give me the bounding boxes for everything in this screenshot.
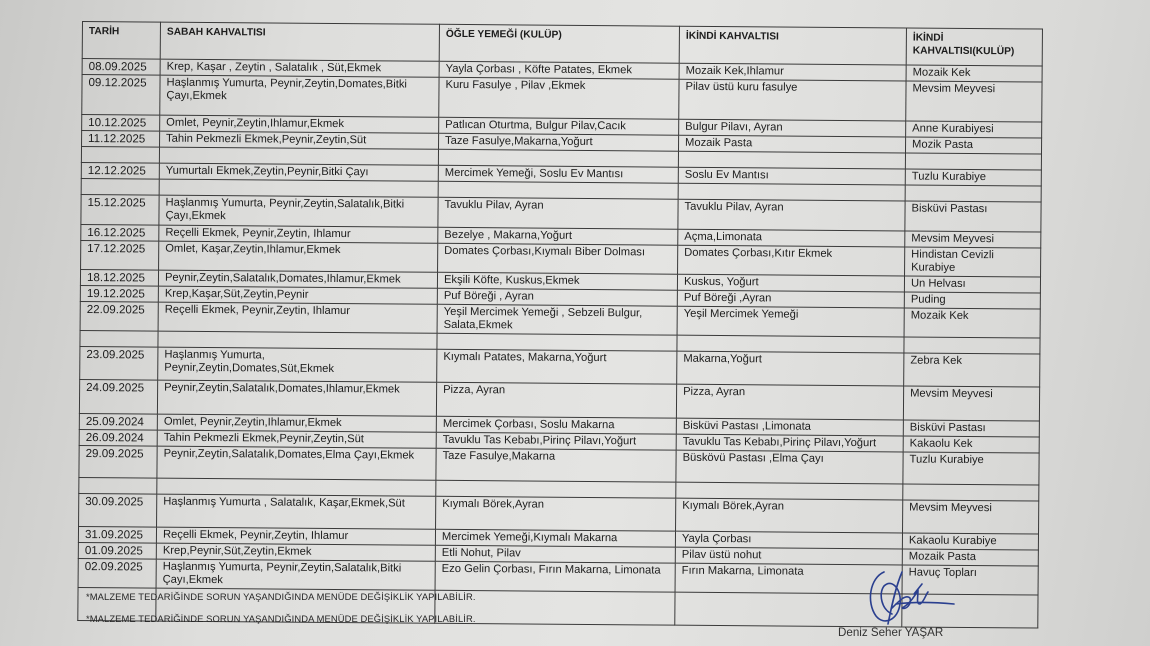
club-snack-cell: Mozaik Kek bbox=[904, 308, 1040, 338]
lunch-cell: Yeşil Mercimek Yemeği , Sebzeli Bulgur, Salata,Ekmek bbox=[437, 304, 677, 335]
date-cell: 24.09.2025 bbox=[79, 379, 157, 414]
lunch-cell: Mercimek Yemeği,Kıymalı Makarna bbox=[435, 529, 675, 547]
breakfast-cell: Krep, Kaşar , Zeytin , Salatalık , Süt,Ekmek bbox=[160, 59, 439, 77]
afternoon-snack-cell: Bulgur Pilavı, Ayran bbox=[679, 119, 906, 137]
breakfast-cell: Yumurtalı Ekmek,Zeytin,Peynir,Bitki Çayı bbox=[159, 163, 438, 181]
date-cell: 25.09.2024 bbox=[79, 413, 157, 430]
breakfast-cell: Tahin Pekmezli Ekmek,Peynir,Zeytin,Süt bbox=[157, 430, 436, 448]
breakfast-cell: Haşlanmış Yumurta, Peynir,Zeytin,Salatalık,Bitki Çayı,Ekmek bbox=[156, 559, 435, 590]
date-cell: 12.12.2025 bbox=[81, 162, 159, 179]
supply-note: *MALZEME TEDARİĞİNDE SORUN YAŞANDIĞINDA MENÜDE DEĞİŞİKLİK YAPILABİLİR. bbox=[86, 591, 476, 602]
lunch-cell: Yayla Çorbası , Köfte Patates, Ekmek bbox=[439, 61, 679, 79]
lunch-cell: Taze Fasulye,Makarna bbox=[436, 448, 676, 482]
empty-cell bbox=[436, 480, 676, 498]
breakfast-cell: Omlet, Peynir,Zeytin,Ihlamur,Ekmek bbox=[157, 414, 436, 432]
lunch-cell: Bezelye , Makarna,Yoğurt bbox=[438, 227, 678, 245]
lunch-cell: Etli Nohut, Pilav bbox=[435, 545, 675, 563]
breakfast-cell: Reçelli Ekmek, Peynir,Zeytin, Ihlamur bbox=[156, 527, 435, 545]
afternoon-snack-cell: Pilav üstü nohut bbox=[675, 547, 902, 565]
lunch-cell: Patlıcan Oturtma, Bulgur Pilav,Cacık bbox=[439, 117, 679, 135]
club-snack-cell: Puding bbox=[904, 292, 1040, 309]
afternoon-snack-cell: Yayla Çorbası bbox=[675, 531, 902, 549]
header-date: TARİH bbox=[82, 22, 160, 60]
club-snack-cell: Kakaolu Kek bbox=[903, 436, 1039, 453]
afternoon-snack-cell: Mozaik Pasta bbox=[678, 135, 905, 153]
date-cell: 23.09.2025 bbox=[80, 346, 158, 380]
afternoon-snack-cell: Makarna,Yoğurt bbox=[677, 351, 904, 386]
afternoon-snack-cell: Pizza, Ayran bbox=[676, 384, 903, 420]
date-cell: 15.12.2025 bbox=[81, 194, 159, 225]
empty-cell bbox=[437, 333, 677, 351]
date-cell: 30.09.2025 bbox=[79, 493, 157, 527]
afternoon-snack-cell: Puf Böreği ,Ayran bbox=[677, 290, 904, 308]
afternoon-snack-cell: Tavuklu Pilav, Ayran bbox=[678, 199, 905, 231]
signer-name: Deniz Seher YAŞAR bbox=[838, 626, 944, 639]
date-cell: 26.09.2024 bbox=[79, 429, 157, 446]
lunch-cell: Taze Fasulye,Makarna,Yoğurt bbox=[439, 133, 679, 151]
breakfast-cell: Krep,Peynir,Süt,Zeytin,Ekmek bbox=[156, 543, 435, 561]
breakfast-cell: Reçelli Ekmek, Peynir,Zeytin, Ihlamur bbox=[158, 302, 437, 333]
empty-cell bbox=[677, 335, 904, 353]
date-cell: 09.12.2025 bbox=[82, 75, 160, 116]
breakfast-cell: Omlet, Peynir,Zeytin,Ihlamur,Ekmek bbox=[160, 115, 439, 133]
club-snack-cell: Mozaik Kek bbox=[906, 65, 1042, 82]
empty-cell bbox=[678, 183, 905, 201]
date-cell: 16.12.2025 bbox=[81, 224, 159, 241]
afternoon-snack-cell: Büskövü Pastası ,Elma Çayı bbox=[676, 450, 903, 484]
supply-note: *MALZEME TEDARİĞİNDE SORUN YAŞANDIĞINDA MENÜDE DEĞİŞİKLİK YAPILABİLİR. bbox=[86, 613, 476, 624]
empty-cell bbox=[904, 337, 1040, 354]
date-cell: 10.12.2025 bbox=[82, 115, 160, 132]
date-cell: 01.09.2025 bbox=[78, 542, 156, 559]
club-snack-cell: Mevsim Meyvesi bbox=[906, 81, 1042, 122]
afternoon-snack-cell: Domates Çorbası,Kıtır Ekmek bbox=[678, 245, 905, 276]
lunch-cell: Mercimek Çorbası, Soslu Makarna bbox=[436, 416, 676, 434]
empty-cell bbox=[905, 153, 1041, 170]
breakfast-cell: Peynir,Zeytin,Salatalık,Domates,Ihlamur,Ekmek bbox=[157, 380, 436, 416]
lunch-cell: Tavuklu Pilav, Ayran bbox=[438, 197, 678, 229]
breakfast-cell: Haşlanmış Yumurta, Peynir,Zeytin,Salatalık,Bitki Çayı,Ekmek bbox=[159, 195, 438, 227]
date-cell: 19.12.2025 bbox=[80, 285, 158, 302]
club-snack-cell: Mozaik Pasta bbox=[902, 549, 1038, 566]
lunch-cell: Puf Böreği , Ayran bbox=[437, 288, 677, 306]
club-snack-cell: Mevsim Meyvesi bbox=[905, 231, 1041, 248]
header-club-afternoon-snack: İKİNDİ KAHVALTISI(KULÜP) bbox=[906, 28, 1042, 66]
empty-cell bbox=[676, 482, 903, 500]
club-snack-cell: Mevsim Meyvesi bbox=[903, 500, 1039, 534]
lunch-cell: Kuru Fasulye , Pilav ,Ekmek bbox=[439, 77, 679, 119]
empty-cell bbox=[80, 330, 158, 347]
date-cell: 18.12.2025 bbox=[80, 269, 158, 286]
lunch-cell: Pizza, Ayran bbox=[436, 382, 676, 418]
club-snack-cell: Zebra Kek bbox=[904, 353, 1040, 387]
empty-cell bbox=[903, 484, 1039, 501]
breakfast-cell: Peynir,Zeytin,Salatalık,Domates,Ihlamur,Ekmek bbox=[158, 270, 437, 288]
afternoon-snack-cell: Mozaik Kek,Ihlamur bbox=[679, 63, 906, 81]
afternoon-snack-cell: Kuskus, Yoğurt bbox=[677, 274, 904, 292]
breakfast-cell: Omlet, Kaşar,Zeytin,Ihlamur,Ekmek bbox=[159, 241, 438, 272]
empty-cell bbox=[438, 181, 678, 199]
date-cell: 02.09.2025 bbox=[78, 558, 156, 588]
club-snack-cell: Anne Kurabiyesi bbox=[906, 121, 1042, 138]
menu-body bbox=[78, 59, 1042, 629]
date-cell: 29.09.2025 bbox=[79, 445, 157, 478]
club-snack-cell: Hindistan Cevizli Kurabiye bbox=[905, 247, 1041, 277]
breakfast-cell: Reçelli Ekmek, Peynir,Zeytin, Ihlamur bbox=[159, 225, 438, 243]
empty-cell bbox=[678, 151, 905, 169]
club-snack-cell: Havuç Topları bbox=[902, 565, 1038, 595]
afternoon-snack-cell: Fırın Makarna, Limonata bbox=[675, 563, 902, 594]
afternoon-snack-cell: Yeşil Mercimek Yemeği bbox=[677, 306, 904, 337]
lunch-cell: Kıymalı Patates, Makarna,Yoğurt bbox=[437, 349, 677, 384]
lunch-cell: Ekşili Köfte, Kuskus,Ekmek bbox=[437, 272, 677, 290]
header-lunch: ÖĞLE YEMEĞİ (KULÜP) bbox=[439, 24, 679, 63]
empty-cell bbox=[905, 185, 1041, 202]
lunch-cell: Mercimek Yemeği, Soslu Ev Mantısı bbox=[438, 165, 678, 183]
date-cell: 22.09.2025 bbox=[80, 301, 158, 331]
empty-cell bbox=[79, 477, 157, 494]
menu-table bbox=[77, 21, 1043, 629]
club-snack-cell: Tuzlu Kurabiye bbox=[903, 452, 1039, 485]
lunch-cell: Ezo Gelin Çorbası, Fırın Makarna, Limonata bbox=[435, 561, 675, 592]
club-snack-cell: Mozik Pasta bbox=[905, 137, 1041, 154]
empty-cell bbox=[81, 178, 159, 195]
afternoon-snack-cell: Soslu Ev Mantısı bbox=[678, 167, 905, 185]
header-breakfast: SABAH KAHVALTISI bbox=[160, 22, 439, 61]
header-afternoon-snack: İKİNDİ KAHVALTISI bbox=[679, 26, 906, 65]
afternoon-snack-cell: Pilav üstü kuru fasulye bbox=[679, 79, 906, 121]
lunch-cell: Domates Çorbası,Kıymalı Biber Dolması bbox=[438, 243, 678, 274]
afternoon-snack-cell: Tavuklu Tas Kebabı,Pirinç Pilavı,Yoğurt bbox=[676, 434, 903, 452]
lunch-cell: Kıymalı Börek,Ayran bbox=[436, 496, 676, 531]
club-snack-cell: Mevsim Meyvesi bbox=[903, 386, 1039, 421]
club-snack-cell: Bisküvi Pastası bbox=[903, 420, 1039, 437]
lunch-cell: Tavuklu Tas Kebabı,Pirinç Pilavı,Yoğurt bbox=[436, 432, 676, 450]
breakfast-cell: Haşlanmış Yumurta, Peynir,Zeytin,Domates,Süt,Ekmek bbox=[158, 347, 437, 382]
date-cell: 17.12.2025 bbox=[81, 240, 159, 270]
date-cell: 31.09.2025 bbox=[78, 526, 156, 543]
club-snack-cell: Tuzlu Kurabiye bbox=[905, 169, 1041, 186]
club-snack-cell: Kakaolu Kurabiye bbox=[902, 533, 1038, 550]
club-snack-cell: Bisküvi Pastası bbox=[905, 201, 1041, 232]
date-cell: 11.12.2025 bbox=[82, 131, 160, 148]
club-snack-cell: Un Helvası bbox=[904, 276, 1040, 293]
breakfast-cell: Krep,Kaşar,Süt,Zeytin,Peynir bbox=[158, 286, 437, 304]
afternoon-snack-cell: Kıymalı Börek,Ayran bbox=[676, 498, 903, 533]
signature-mark bbox=[862, 564, 962, 630]
breakfast-cell: Tahin Pekmezli Ekmek,Peynir,Zeytin,Süt bbox=[160, 131, 439, 149]
afternoon-snack-cell: Bisküvi Pastası ,Limonata bbox=[676, 418, 903, 436]
date-cell: 08.09.2025 bbox=[82, 59, 160, 76]
empty-cell bbox=[438, 149, 678, 167]
breakfast-cell: Peynir,Zeytin,Salatalık,Domates,Elma Çayı,Ekmek bbox=[157, 446, 436, 480]
afternoon-snack-cell: Açma,Limonata bbox=[678, 229, 905, 247]
empty-cell bbox=[81, 147, 159, 164]
breakfast-cell: Haşlanmış Yumurta, Peynir,Zeytin,Domates,Bitki Çayı,Ekmek bbox=[160, 75, 439, 117]
breakfast-cell: Haşlanmış Yumurta , Salatalık, Kaşar,Ekmek,Süt bbox=[157, 494, 436, 529]
